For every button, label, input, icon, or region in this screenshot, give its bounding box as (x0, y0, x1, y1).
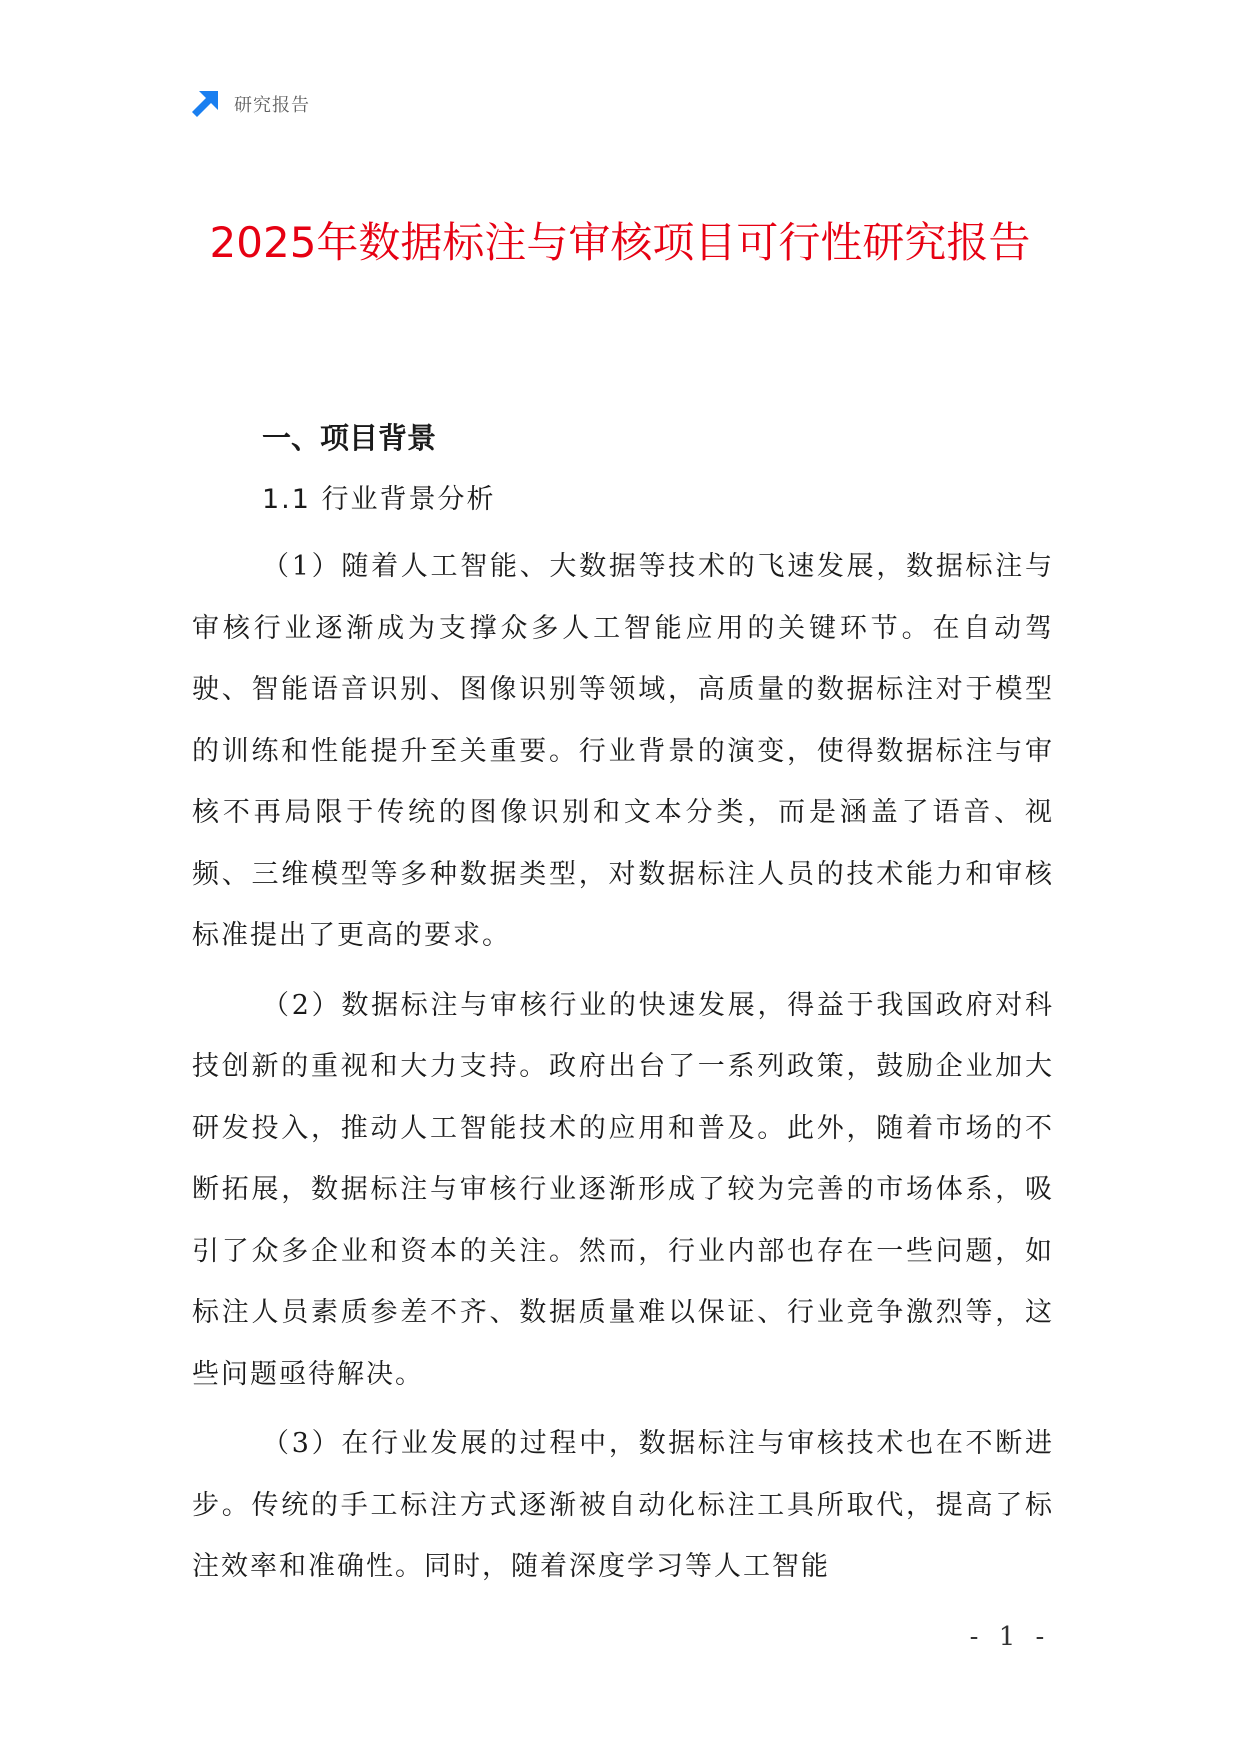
subsection-heading: 1.1 行业背景分析 (262, 484, 496, 515)
document-title: 2025年数据标注与审核项目可行性研究报告 (209, 218, 1031, 267)
page-number: - 1 - (969, 1622, 1051, 1652)
page-header (190, 88, 310, 120)
paragraph-1: （1）随着人工智能、大数据等技术的飞速发展，数据标注与审核行业逐渐成为支撑众多人工智能应用的关键环节。在自动驾驶、智能语音识别、图像识别等领域，高质量的数据标注对于模型的训练和性能提升至关重要。行业背景的演变，使得数据标注与审核不再局限于传统的图像识别和文本分类，而是涵盖了语音、视频、三维模型等多种数据类型，对数据标注人员的技术能力和审核标准提出了更高的要求。 (192, 551, 1054, 951)
section-heading: 一、项目背景 (262, 421, 437, 455)
paragraph-3: （3）在行业发展的过程中，数据标注与审核技术也在不断进步。传统的手工标注方式逐渐被自动化标注工具所取代，提高了标注效率和准确性。同时，随着深度学习等人工智能 (192, 1428, 1054, 1582)
header-label: 研究报告 (234, 95, 310, 116)
body-text (192, 536, 1054, 1606)
paragraph-2: （2）数据标注与审核行业的快速发展，得益于我国政府对科技创新的重视和大力支持。政府出台了一系列政策，鼓励企业加大研发投入，推动人工智能技术的应用和普及。此外，随着市场的不断拓展，数据标注与审核行业逐渐形成了较为完善的市场体系，吸引了众多企业和资本的关注。然而，行业内部也存在一些问题，如标注人员素质参差不齐、数据质量难以保证、行业竞争激烈等，这些问题亟待解决。 (192, 989, 1054, 1390)
arrow-up-right-icon (190, 89, 220, 119)
